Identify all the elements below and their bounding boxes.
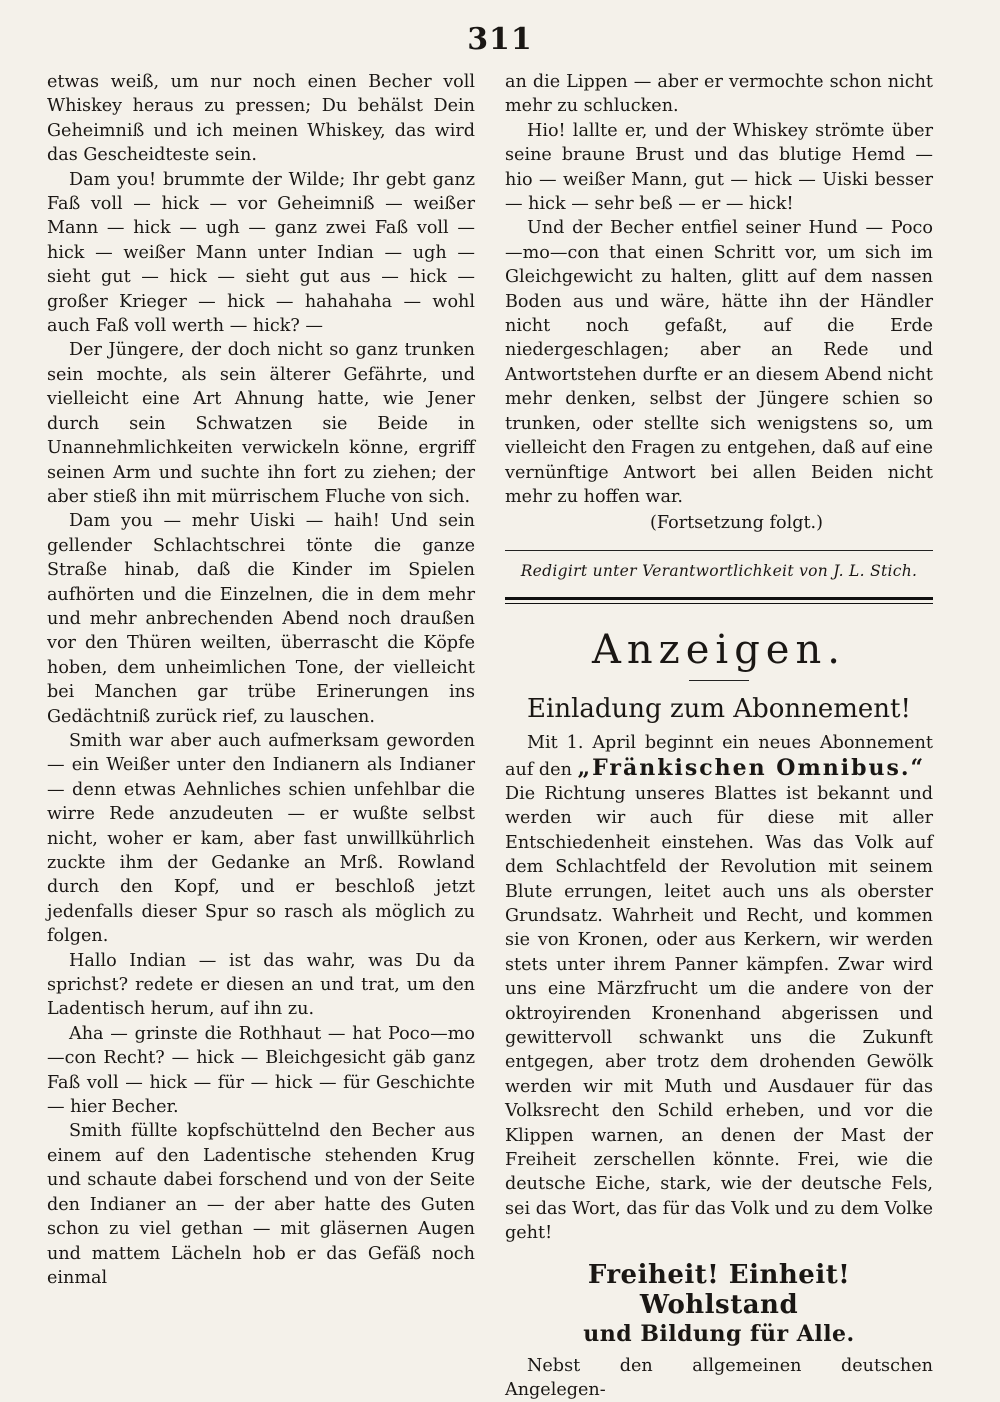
continuation-note: (Fortsetzung folgt.) bbox=[650, 513, 823, 534]
editor-line: Redigirt unter Verantwortlichkeit von J. L. Stich. bbox=[520, 561, 918, 580]
last-line: Nebst den allgemeinen deutschen Angelegen- bbox=[505, 1355, 933, 1401]
invitation-intro-text: Mit 1. April beginnt ein neues Abonnement auf den bbox=[505, 733, 933, 780]
paragraph: Aha — grinste die Rothhaut — hat Poco—mo—con Recht? — hick — Bleichgesicht gäb ganz Faß voll — hick — für — hick — für Geschichte — hier Becher. bbox=[47, 1023, 475, 1118]
left-column bbox=[47, 70, 475, 1290]
slogan-line-2: und Bildung für Alle. bbox=[583, 1320, 855, 1347]
paragraph: Der Jüngere, der doch nicht so ganz trunken sein mochte, als sein älterer Gefährte, und vielleicht eine Art Ahnung hatte, wie Jener durch sein Schwatzen sie Beide in Unannehmlichkeiten verwickeln könne, ergriff seinen Arm und suchte ihn fort zu ziehen; der aber stieß ihn mit mürrischem Fluche von sich. bbox=[47, 340, 475, 507]
paragraph: Dam you! brummte der Wilde; Ihr gebt ganz Faß voll — hick — vor Geheimniß — weißer Mann — hick — ugh — ganz zwei Faß voll — hick — weißer Mann unter Indian — ugh — sieht gut — hick — sieht gut aus — hick — großer Krieger — hick — hahahaha — wohl auch Faß voll werth — hick? — bbox=[47, 169, 475, 337]
column-divider bbox=[490, 70, 491, 1320]
invitation-title: Einladung zum Abonnement! bbox=[527, 694, 911, 725]
invitation-body: Die Richtung unseres Blattes ist bekannt und werden wir auch für diese mit aller Entschiedenheit einstehen. Was das Volk auf dem Schlachtfeld der Revolution mit seinem Blute errungen, leitet auch uns als oberster Grundsatz. Wahrheit und Recht, und kommen sie von Kronen, oder aus Kerkern, wir werden stets unter ihrem Panner kämpfen. Zwar wird uns eine Märzfrucht um die andere von der oktroyirenden Kronenhand abgerissen und gewittervoll schwankt uns die Zukunft entgegen, aber trotz dem drohenden Gewölk werden wir mit Muth und Ausdauer für das Volksrecht den Schild erheben, und vor die Klippen warnen, an denen der Mast der Freiheit zerschellen könnte. Frei, wie die deutsche Eiche, stark, wie der deutsche Fels, sei das Wort, das für das Volk und zu dem Volke geht! bbox=[505, 783, 933, 1244]
paragraph: Smith füllte kopfschüttelnd den Becher aus einem auf den Ladentische stehenden Krug und schaute dabei forschend und von der Seite den Indianer an — der aber hatte des Guten schon zu viel gethan — mit gläsernen Augen und mattem Lächeln hob er das Gefäß noch einmal bbox=[47, 1121, 475, 1288]
paragraph: etwas weiß, um nur noch einen Becher voll Whiskey heraus zu pressen; Du behälst Dein Geheimniß und ich meinen Whiskey, das wird das Gescheidteste sein. bbox=[47, 72, 475, 166]
newspaper-name: „Fränkischen Omnibus.“ bbox=[577, 754, 926, 781]
short-rule bbox=[689, 680, 749, 681]
paragraph: Dam you — mehr Uiski — haih! Und sein gellender Schlachtschrei tönte die ganze Straße hinab, daß die Kinder im Spielen aufhörten und die Einzelnen, die in dem mehr und mehr anbrechenden Abend noch draußen vor den Thüren weilten, überrascht die Köpfe hoben, dem unheimlichen Tone, der vielleicht bei Manchen gar trübe Erinerungen ins Gedächtniß zurück rief, zu lauschen. bbox=[47, 511, 475, 727]
paragraph: Und der Becher entfiel seiner Hund — Poco—mo—con that einen Schritt vor, um sich im Gleichgewicht zu halten, glitt auf dem nassen Boden aus und wäre, hätte ihn der Händler nicht noch gefaßt, auf die Erde niedergeschlagen; aber an Rede und Antwortstehen durfte er an diesem Abend nicht mehr denken, selbst der Jüngere schien so trunken, oder stellte sich wenigstens so, um vielleicht den Fragen zu entgehen, daß auf eine vernünftige Antwort bei allen Beiden nicht mehr zu hoffen war. bbox=[505, 218, 933, 507]
slogan bbox=[505, 1260, 933, 1348]
invitation-intro bbox=[505, 731, 933, 782]
separator-rule bbox=[505, 550, 933, 551]
right-column bbox=[505, 70, 933, 1402]
page-number: 311 bbox=[467, 22, 533, 57]
ads-heading: Anzeigen. bbox=[592, 627, 846, 674]
section-rule bbox=[505, 597, 933, 604]
slogan-line-1: Freiheit! Einheit! Wohlstand bbox=[587, 1259, 851, 1320]
paragraph: Smith war aber auch aufmerksam geworden — ein Weißer unter den Indianern als Indianer — denn etwas Aehnliches schien unfehlbar die wirre Rede anzudeuten — er wußte selbst nicht, woher er kam, aber fast unwillkührlich zuckte ihm der Gedanke an Mrß. Rowland durch den Kopf, und er beschloß jetzt jedenfalls dieser Spur so rasch als möglich zu folgen. bbox=[47, 730, 475, 947]
paragraph: Hio! lallte er, und der Whiskey strömte über seine braune Brust und das blutige Hemd — hio — weißer Mann, gut — hick — Uiski besser — hick — sehr beß — er — hick! bbox=[505, 120, 933, 215]
paragraph: Hallo Indian — ist das wahr, was Du da sprichst? redete er diesen an und trat, um den Ladentisch herum, auf ihn zu. bbox=[47, 950, 475, 1020]
paragraph: an die Lippen — aber er vermochte schon nicht mehr zu schlucken. bbox=[505, 72, 933, 117]
